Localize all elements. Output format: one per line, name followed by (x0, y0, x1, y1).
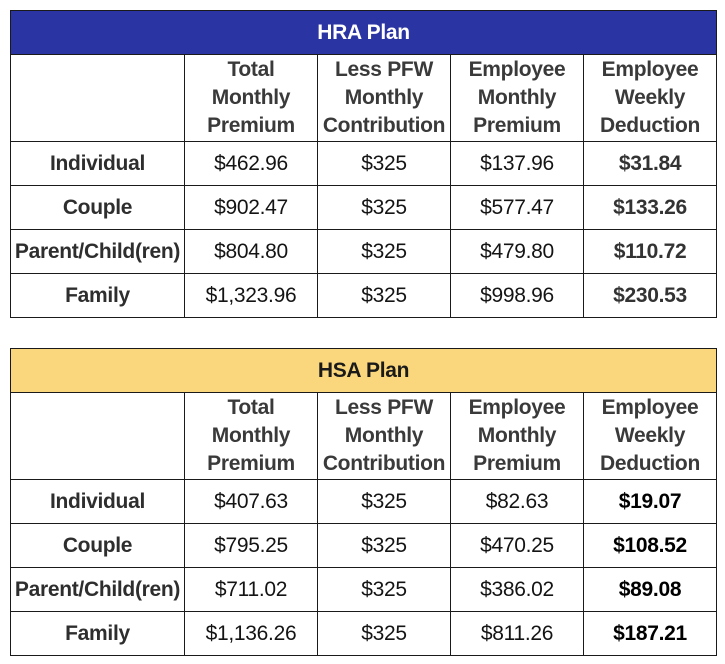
row-label: Couple (11, 186, 185, 230)
employee-monthly-premium: $82.63 (451, 480, 584, 524)
row-label: Parent/Child(ren) (11, 568, 185, 612)
pfw-contribution: $325 (318, 480, 451, 524)
employee-monthly-premium: $998.96 (451, 274, 584, 318)
row-label: Individual (11, 480, 185, 524)
total-monthly-premium: $902.47 (185, 186, 318, 230)
table-row (11, 612, 717, 656)
hra-header-total-monthly-premium: Total Monthly Premium (185, 55, 318, 142)
hra-header-less-pfw-contribution: Less PFW Monthly Contribution (318, 55, 451, 142)
hsa-header-row (11, 393, 717, 480)
pfw-contribution: $325 (318, 274, 451, 318)
row-label: Family (11, 274, 185, 318)
table-row (11, 568, 717, 612)
table-row (11, 142, 717, 186)
hsa-header-less-pfw-contribution: Less PFW Monthly Contribution (318, 393, 451, 480)
hsa-plan-table (10, 348, 717, 656)
row-label: Couple (11, 524, 185, 568)
table-row (11, 480, 717, 524)
hsa-plan-title: HSA Plan (11, 349, 717, 393)
hra-header-employee-monthly-premium: Employee Monthly Premium (451, 55, 584, 142)
employee-weekly-deduction: $133.26 (584, 186, 717, 230)
employee-monthly-premium: $470.25 (451, 524, 584, 568)
total-monthly-premium: $1,323.96 (185, 274, 318, 318)
hra-header-blank (11, 55, 185, 142)
pfw-contribution: $325 (318, 612, 451, 656)
row-label: Family (11, 612, 185, 656)
total-monthly-premium: $795.25 (185, 524, 318, 568)
hsa-header-employee-monthly-premium: Employee Monthly Premium (451, 393, 584, 480)
employee-weekly-deduction: $89.08 (584, 568, 717, 612)
pfw-contribution: $325 (318, 186, 451, 230)
employee-weekly-deduction: $31.84 (584, 142, 717, 186)
hra-header-employee-weekly-deduction: Employee Weekly Deduction (584, 55, 717, 142)
employee-monthly-premium: $577.47 (451, 186, 584, 230)
total-monthly-premium: $1,136.26 (185, 612, 318, 656)
row-label: Parent/Child(ren) (11, 230, 185, 274)
table-row (11, 230, 717, 274)
employee-monthly-premium: $811.26 (451, 612, 584, 656)
hra-plan-title: HRA Plan (11, 11, 717, 55)
employee-monthly-premium: $386.02 (451, 568, 584, 612)
employee-weekly-deduction: $230.53 (584, 274, 717, 318)
employee-monthly-premium: $137.96 (451, 142, 584, 186)
pfw-contribution: $325 (318, 524, 451, 568)
hsa-header-employee-weekly-deduction: Employee Weekly Deduction (584, 393, 717, 480)
employee-monthly-premium: $479.80 (451, 230, 584, 274)
total-monthly-premium: $804.80 (185, 230, 318, 274)
hsa-header-total-monthly-premium: Total Monthly Premium (185, 393, 318, 480)
row-label: Individual (11, 142, 185, 186)
employee-weekly-deduction: $110.72 (584, 230, 717, 274)
pfw-contribution: $325 (318, 230, 451, 274)
employee-weekly-deduction: $19.07 (584, 480, 717, 524)
pfw-contribution: $325 (318, 142, 451, 186)
employee-weekly-deduction: $108.52 (584, 524, 717, 568)
hra-header-row (11, 55, 717, 142)
table-row (11, 186, 717, 230)
table-row (11, 524, 717, 568)
hsa-header-blank (11, 393, 185, 480)
table-row (11, 274, 717, 318)
hra-plan-table (10, 10, 717, 318)
total-monthly-premium: $711.02 (185, 568, 318, 612)
total-monthly-premium: $462.96 (185, 142, 318, 186)
pfw-contribution: $325 (318, 568, 451, 612)
total-monthly-premium: $407.63 (185, 480, 318, 524)
employee-weekly-deduction: $187.21 (584, 612, 717, 656)
